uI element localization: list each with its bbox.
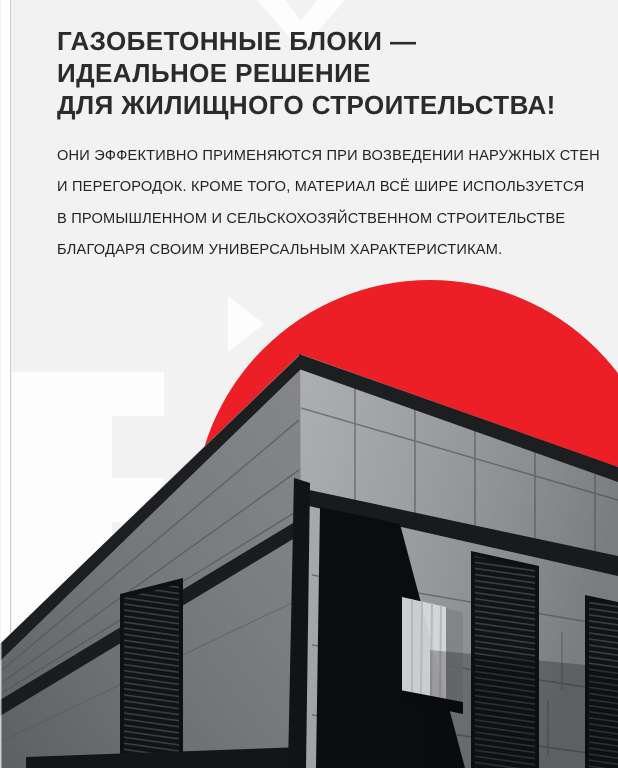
paragraph-line-1: ОНИ ЭФФЕКТИВНО ПРИМЕНЯЮТСЯ ПРИ ВОЗВЕДЕНИИ НАРУЖНЫХ СТЕН [57, 148, 600, 164]
paragraph-line-3: В ПРОМЫШЛЕННОМ И СЕЛЬСКОХОЗЯЙСТВЕННОМ СТРОИТЕЛЬСТВЕ [57, 210, 566, 227]
paragraph-line-4: БЛАГОДАРЯ СВОИМ УНИВЕРСАЛЬНЫМ ХАРАКТЕРИСТИКАМ. [57, 242, 503, 259]
title-line-3: ДЛЯ ЖИЛИЩНОГО СТРОИТЕЛЬСТВА! [57, 90, 556, 120]
paragraph-line-2: И ПЕРЕГОРОДОК. КРОМЕ ТОГО, МАТЕРИАЛ ВСЁ ШИРЕ ИСПОЛЬЗУЕТСЯ [57, 179, 585, 196]
page-edge-highlight [0, 0, 2, 768]
page-title [57, 25, 556, 121]
title-line-1: ГАЗОБЕТОННЫЕ БЛОКИ — [57, 26, 417, 56]
louver-shutter-left [120, 578, 183, 768]
bottom-shadow-vignette [430, 650, 618, 768]
watermark-arrow-triangle [228, 296, 264, 352]
intro-paragraph [57, 141, 600, 267]
title-line-2: ИДЕАЛЬНОЕ РЕШЕНИЕ [57, 58, 371, 88]
